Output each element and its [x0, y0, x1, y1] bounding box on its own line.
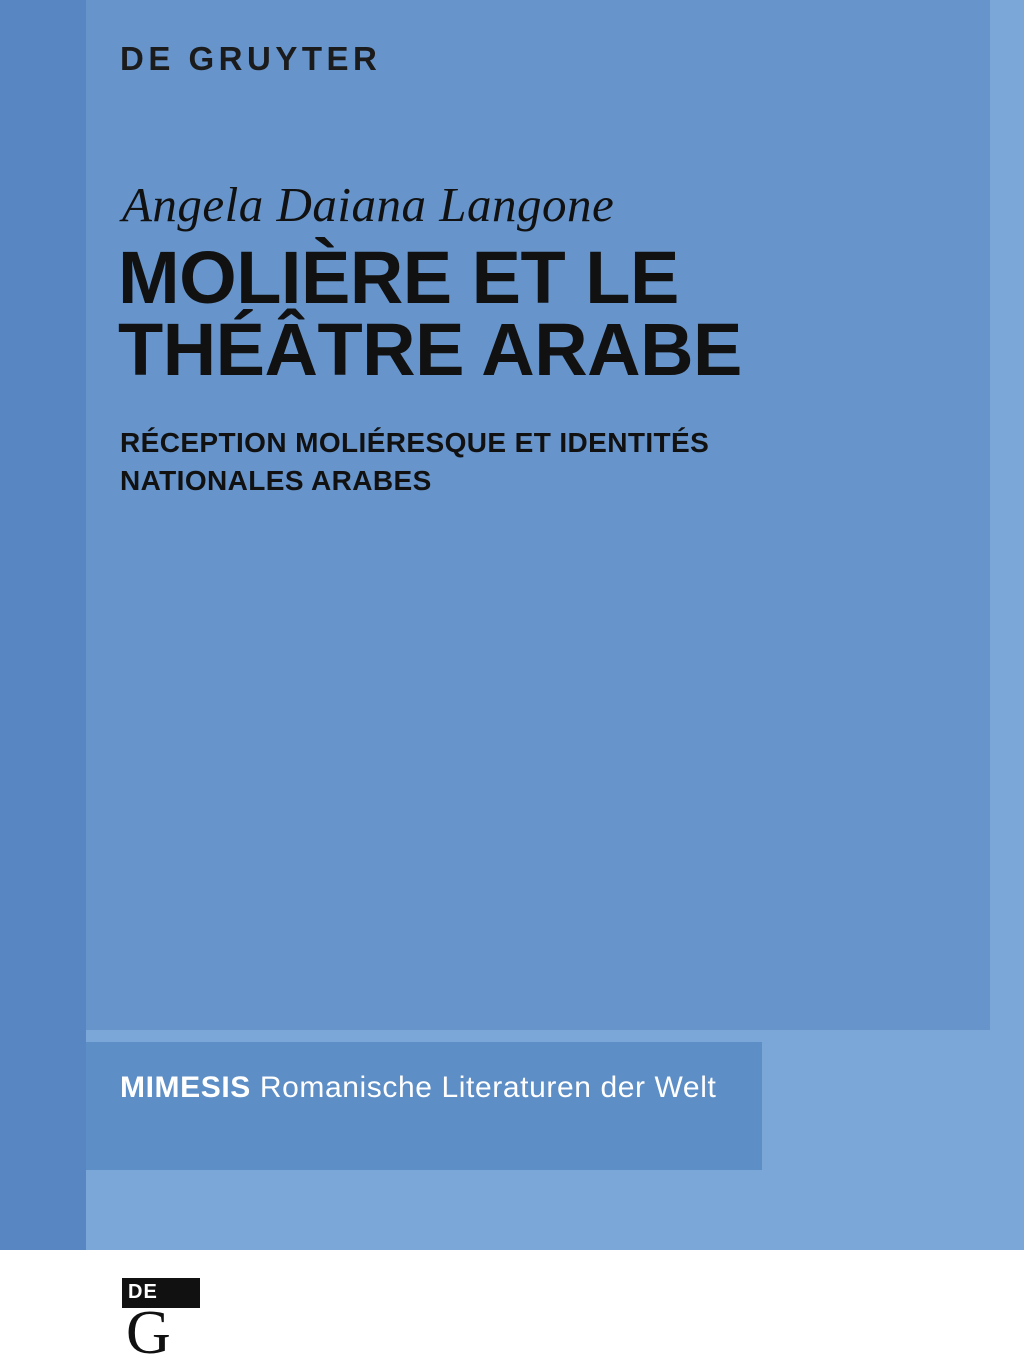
publisher-name: DE GRUYTER [120, 40, 382, 77]
series-line [120, 1068, 760, 1107]
series-name: MIMESIS [120, 1071, 251, 1104]
main-title-panel [86, 0, 990, 1030]
author-name: Angela Daiana Langone [122, 177, 615, 232]
logo-de-text: DE [128, 1281, 158, 1303]
logo-g-text: G [126, 1299, 171, 1365]
series-description: Romanische Literaturen der Welt [259, 1071, 717, 1104]
book-subtitle: RÉCEPTION MOLIÉRESQUE ET IDENTITÉS NATIONALES ARABES [120, 427, 710, 496]
right-edge-strip [990, 0, 1024, 1250]
book-title: MOLIÈRE ET LE THÉÂTRE ARABE [118, 236, 742, 391]
lower-left-band [0, 1030, 86, 1250]
de-gruyter-logo [122, 1278, 200, 1365]
